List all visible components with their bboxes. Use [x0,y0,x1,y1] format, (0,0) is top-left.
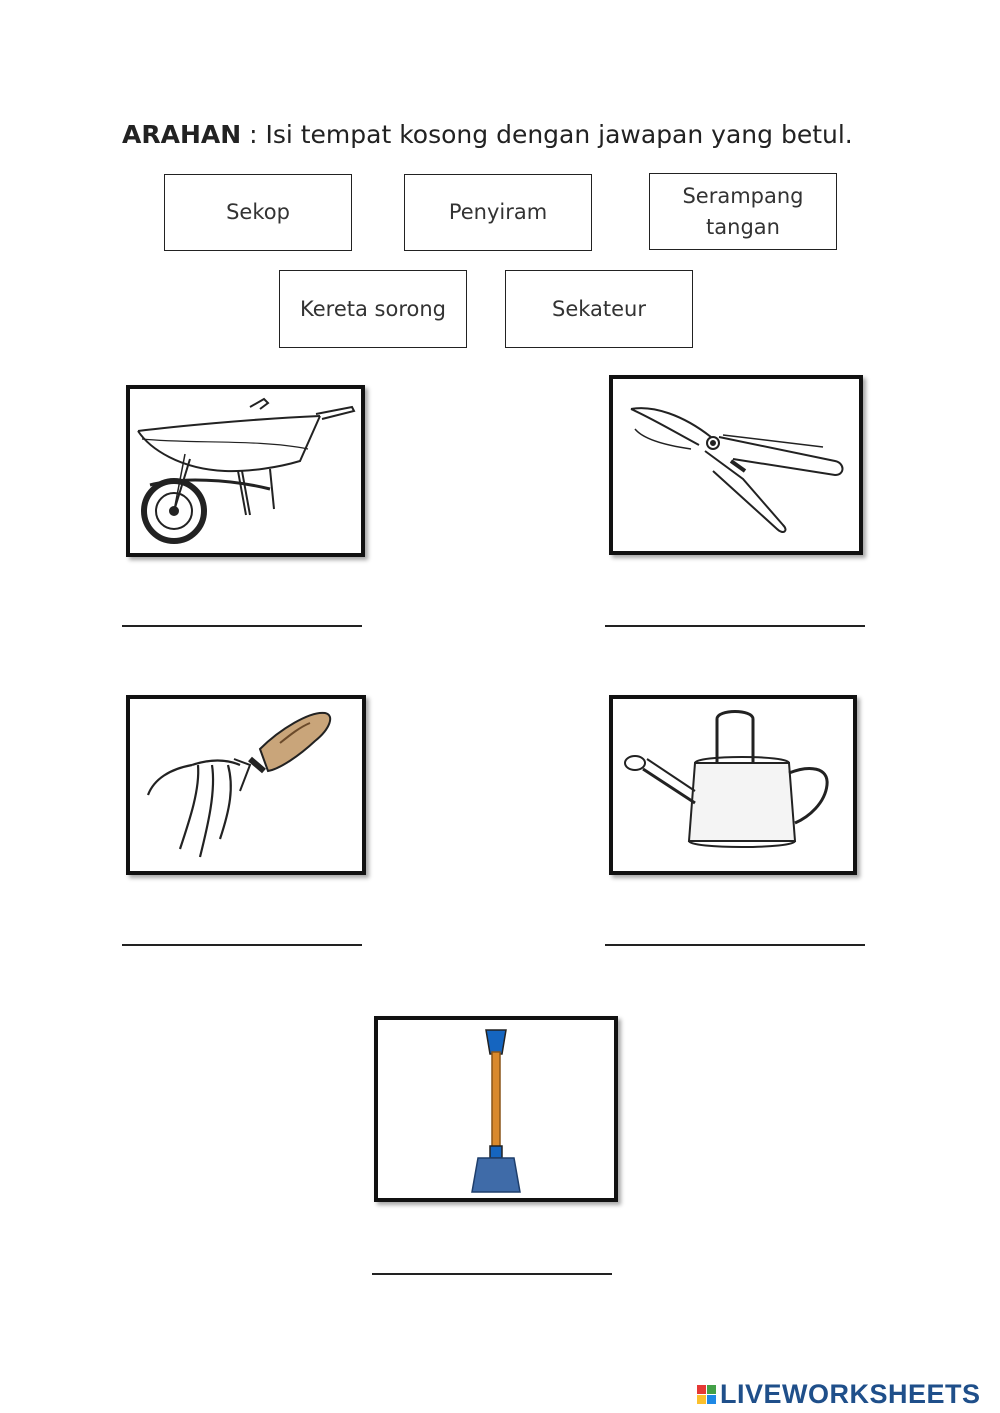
picture-secateurs [609,375,863,555]
liveworksheets-logo [697,1379,981,1409]
secateurs-icon [613,379,859,551]
watering-can-icon [613,699,853,871]
word-label: Sekateur [551,296,646,321]
hand-fork-icon [130,699,362,871]
answer-blank-4[interactable] [605,944,865,946]
picture-hand-fork [126,695,366,875]
word-label-line1: Serampang [682,184,804,209]
logo-text: LIVEWORKSHEETS [720,1378,981,1409]
instruction-label: ARAHAN [122,120,242,149]
word-sekateur[interactable] [505,270,693,348]
logo-mark-icon [697,1385,716,1404]
word-label: Sekop [226,200,290,225]
word-label: Kereta sorong [300,296,446,321]
word-sekop[interactable] [164,174,352,251]
word-penyiram[interactable] [404,174,592,251]
answer-blank-5[interactable] [372,1273,612,1275]
answer-blank-3[interactable] [122,944,362,946]
wheelbarrow-icon [130,389,361,553]
word-label: Penyiram [448,200,548,225]
word-serampang-tangan[interactable] [649,173,837,250]
instruction [122,120,853,149]
picture-wheelbarrow [126,385,365,557]
picture-watering-can [609,695,857,875]
instruction-text: : Isi tempat kosong dengan jawapan yang betul. [241,120,853,149]
answer-blank-1[interactable] [122,625,362,627]
shovel-icon [378,1020,614,1198]
word-label-line2: tangan [706,214,780,239]
answer-blank-2[interactable] [605,625,865,627]
word-kereta-sorong[interactable] [279,270,467,348]
picture-shovel [374,1016,618,1202]
